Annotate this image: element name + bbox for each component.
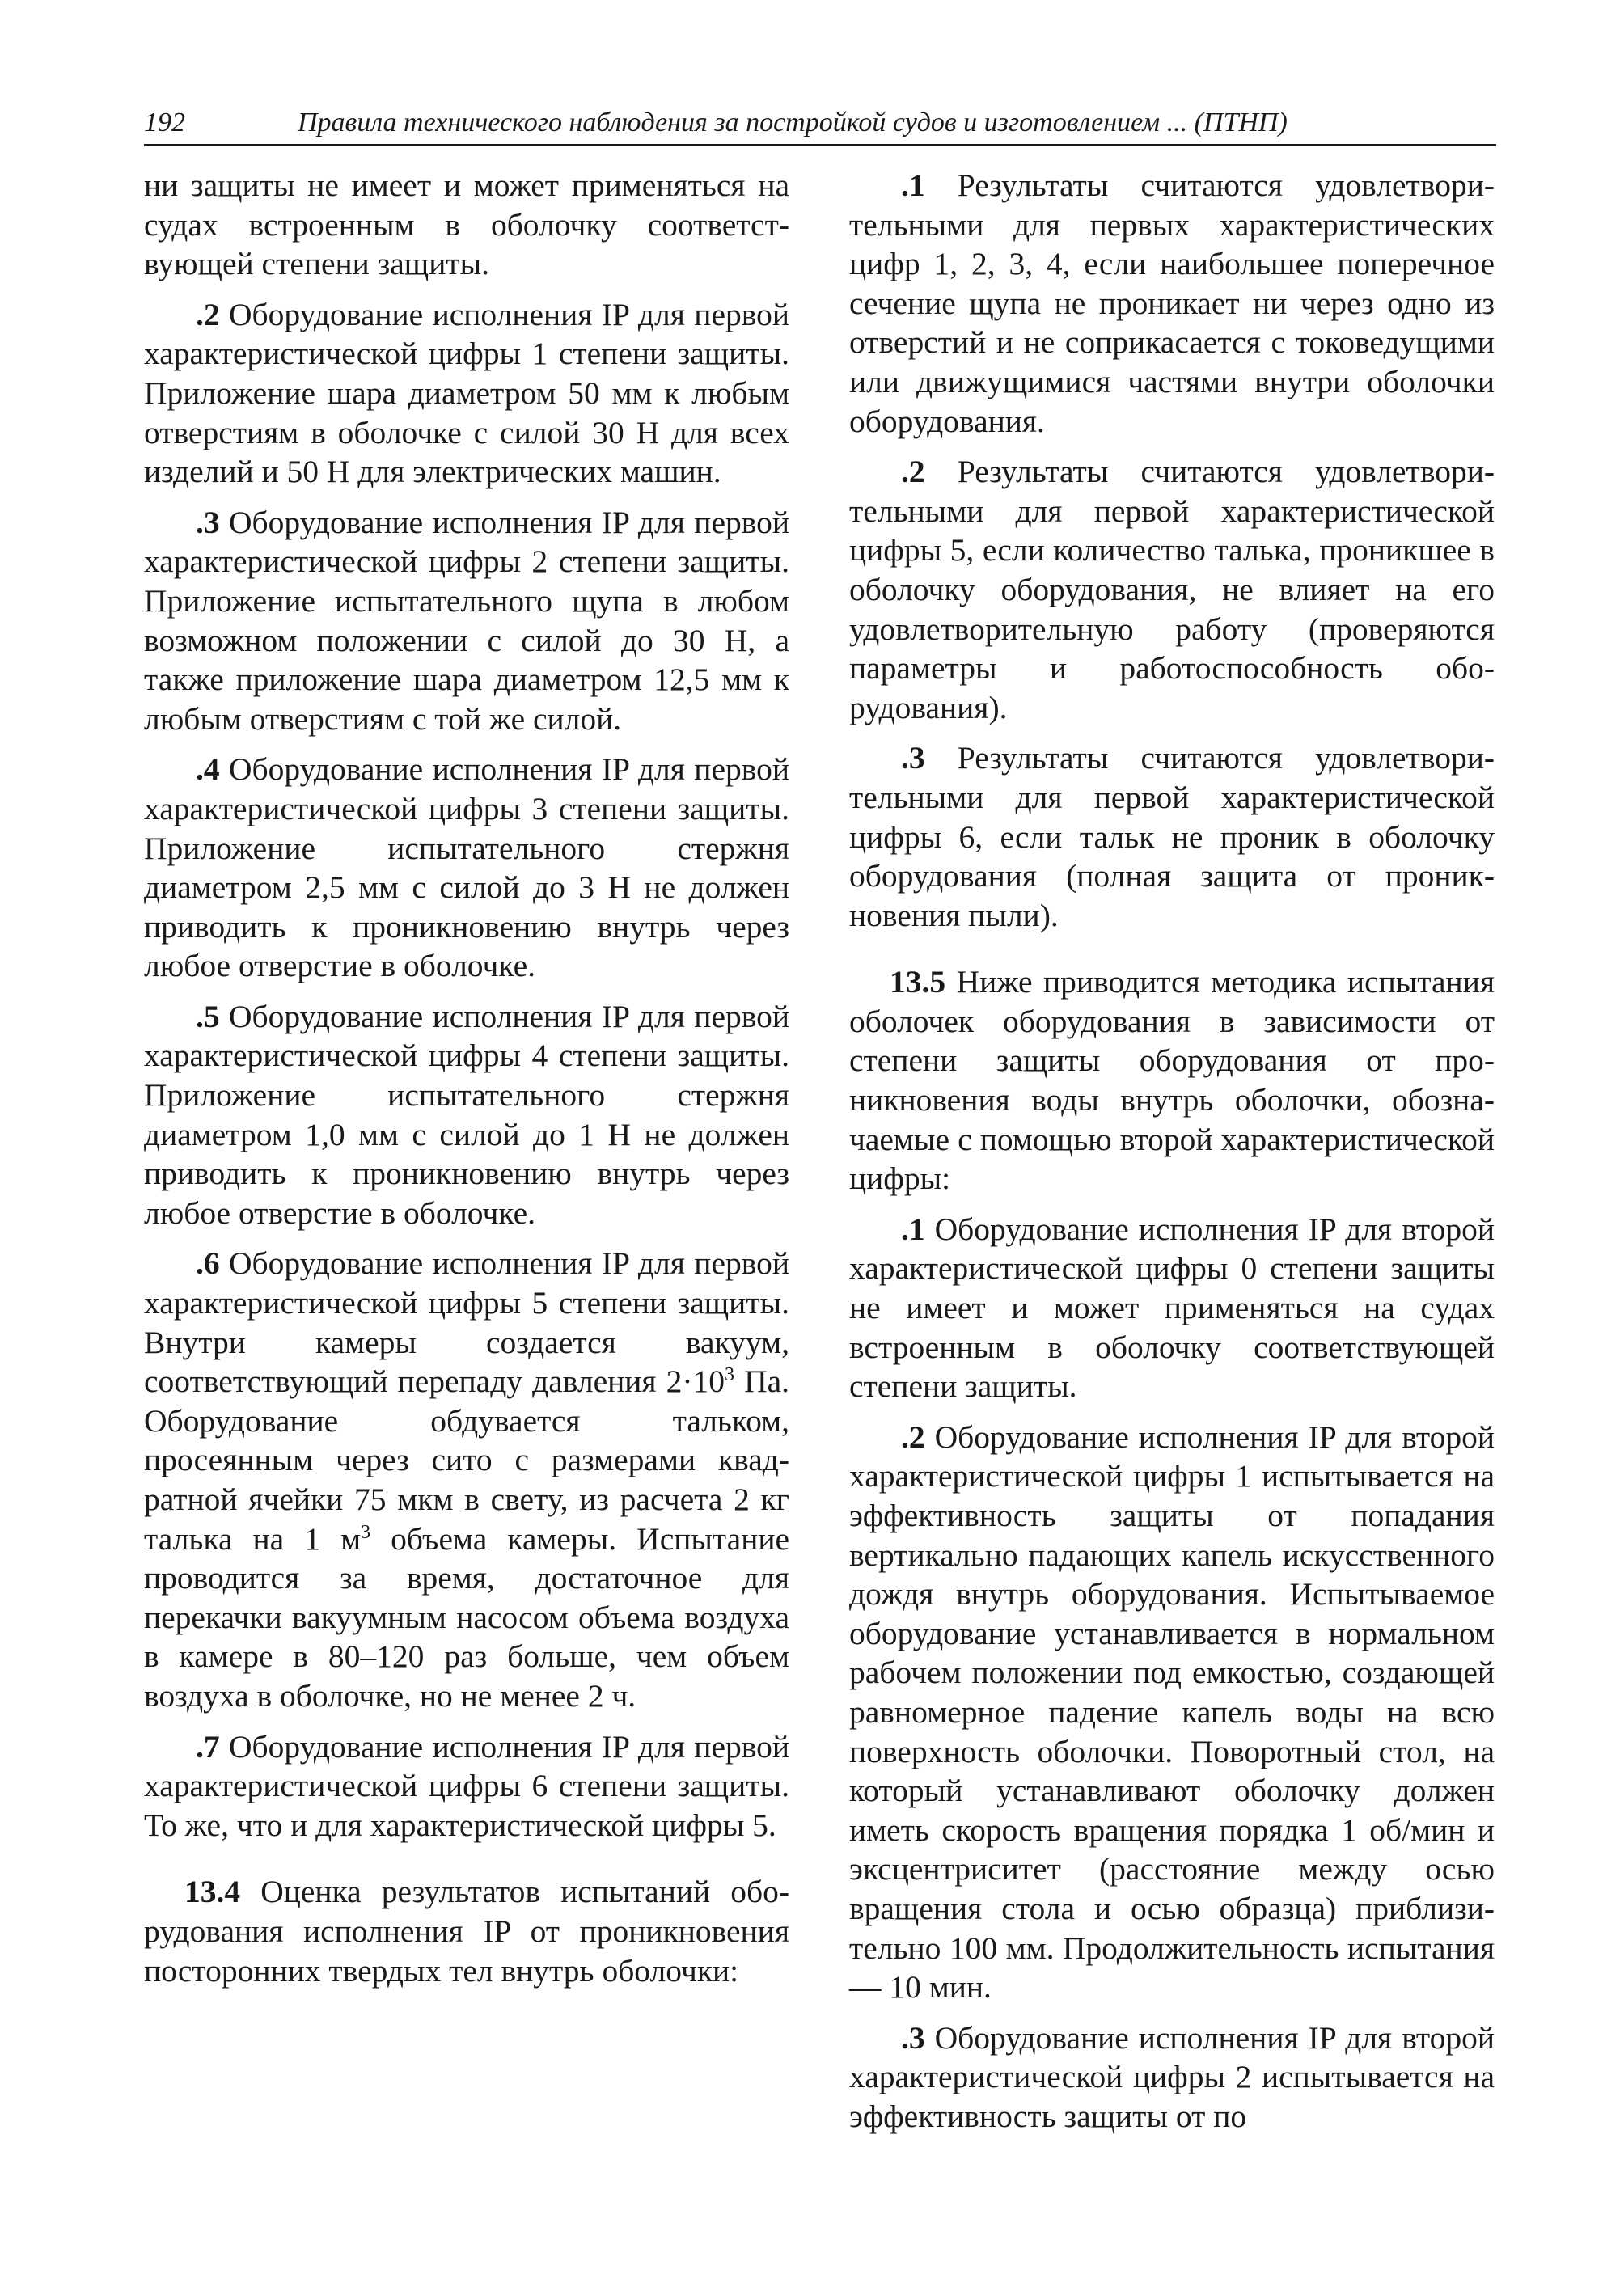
paragraph-text: Оборудование исполнения IP для первой характеристической цифры 6 степени защиты. То же, что и для характеристической цифры 5. xyxy=(144,1728,789,1843)
paragraph-text: Результаты считаются удовлетворительными для первой характеристической цифры 5, если количество талька, проникшее в оболочку оборудования, не влияет на его удовлетворительную работу (проверяются параметры и работоспособность оборудования). xyxy=(849,454,1495,725)
paragraph-text: Результаты считаются удовлетворительными для первой характеристической цифры 6, если тальк не проник в оболочку оборудования (полная защита от проникновения пыли). xyxy=(849,740,1495,933)
paragraph-item-4 xyxy=(144,750,789,986)
page-number: 192 xyxy=(144,108,185,137)
item-number: .1 xyxy=(901,167,925,203)
paragraph-item-5 xyxy=(144,997,789,1233)
left-column xyxy=(144,166,789,1990)
section-number: 13.4 xyxy=(184,1874,241,1910)
section-13-5 xyxy=(849,962,1495,1198)
item-number: .2 xyxy=(196,296,220,332)
superscript: 3 xyxy=(725,1364,735,1386)
paragraph-item-1 xyxy=(849,1210,1495,1406)
paragraph-text: Оборудование исполнения IP для второй характеристической цифры 1 испытывается на эффективность защиты от попадания вертикально падающих капель искусственного дождя внутрь оборудования. Испытываемое оборудование устанавливается в нормальном рабочем положении под емкостью, создающей равномерное падение капель воды на всю поверхность оболочки. Поворотный стол, на который устанавливают оболочку должен иметь скорость вращения порядка 1 об/мин и эксцентриситет (расстояние между осью вращения стола и осью образца) приблизительно 100 мм. Продолжительность испытания — 10 мин. xyxy=(849,1418,1495,2006)
paragraph-text: Оборудование исполнения IP для второй характеристической цифры 2 испытывается на эффективность защиты от по xyxy=(849,2019,1495,2134)
item-number: .7 xyxy=(196,1728,220,1765)
paragraph-text: Ниже приводится методика испытания оболочек оборудования в зависимости от степени защиты оборудования от проникновения воды внутрь оболочки, обозначаемые с помощью второй характеристической цифры: xyxy=(849,964,1495,1197)
running-title: Правила технического наблюдения за постройкой судов и изготовлением ... (ПТНП) xyxy=(298,108,1288,137)
paragraph-item-3 xyxy=(144,503,789,739)
paragraph-item-6 xyxy=(144,1244,789,1715)
paragraph-text: Оборудование исполнения IP для первой характеристической цифры 4 степени защиты. Приложение испытательного стержня диаметром 1,0 мм с силой до 1 Н не должен приводить к проникновению внутрь через любое отверстие в оболочке. xyxy=(144,998,789,1231)
paragraph-text: Оборудование исполнения IP для первой характеристической цифры 1 степени защиты. Приложение шара диаметром 50 мм к любым отверстиям в оболочке с силой 30 Н для всех изделий и 50 Н для электрических машин. xyxy=(144,296,789,490)
paragraph-text: Па. Оборудование обдувается тальком, просеянным через сито с размерами квадратной ячейки 75 мкм в свету, из расчета 2 кг талька на 1 м xyxy=(144,1363,790,1557)
paragraph-item-3 xyxy=(849,2018,1495,2137)
paragraph-item-1 xyxy=(849,166,1495,441)
paragraph-text: Оборудование исполнения IP для второй характеристической цифры 0 степени защиты не имеет и может применяться на судах встроенным в оболочку соответствующей степени защиты. xyxy=(849,1211,1495,1405)
section-number: 13.5 xyxy=(890,964,946,1000)
paragraph-item-2 xyxy=(849,1418,1495,2007)
paragraph-text: Оборудование исполнения IP для первой характеристической цифры 3 степени защиты. Приложение испытательного стержня диаметром 2,5 мм с силой до 3 Н не должен приводить к проникновению внутрь через любое отверстие в оболочке. xyxy=(144,751,789,984)
item-number: .2 xyxy=(901,454,925,490)
paragraph-text: Результаты считаются удовлетворительными для первых характеристических цифр 1, 2, 3, 4, если наибольшее поперечное сечение щупа не проникает ни через одно из отверстий и не соприкасается с токоведущими или движущимися частями внутри оболочки оборудования. xyxy=(849,167,1495,439)
paragraph-item-2 xyxy=(144,295,789,492)
paragraph-text: ни защиты не имеет и может применяться на судах встроенным в оболочку соответствующей степени защиты. xyxy=(144,167,789,282)
item-number: .6 xyxy=(196,1245,220,1282)
item-number: .4 xyxy=(196,751,220,788)
paragraph-item-3 xyxy=(849,738,1495,935)
item-number: .3 xyxy=(901,2019,925,2056)
right-column xyxy=(849,166,1495,2137)
item-number: .3 xyxy=(901,740,925,776)
paragraph-text: объема камеры. Испытание проводится за время, достаточное для перекачки вакуумным насосом объема воздуха в камере в 80–120 раз больше, чем объем воздуха в оболочке, но не менее 2 ч. xyxy=(144,1520,790,1714)
item-number: .5 xyxy=(196,998,220,1034)
item-number: .1 xyxy=(901,1211,925,1247)
paragraph-text: Оценка результатов испытаний оборудования исполнения IP от проникновения посторонних твердых тел внутрь оболочки: xyxy=(144,1874,789,1989)
paragraph-text: Оборудование исполнения IP для первой характеристической цифры 2 степени защиты. Приложение испытательного щупа в любом возможном положении с силой до 30 Н, а также приложение шара диаметром 12,5 мм к любым отверстиям с той же силой. xyxy=(144,504,789,737)
section-13-4 xyxy=(144,1872,789,1990)
item-number: .3 xyxy=(196,504,220,540)
paragraph-text: Оборудование исполнения IP для первой характеристической цифры 5 степени защиты. Внутри камеры создается вакуум, соответствующий перепаду давления 2·10 xyxy=(144,1245,789,1400)
running-header xyxy=(144,107,1496,146)
superscript: 3 xyxy=(361,1521,371,1543)
paragraph xyxy=(144,166,789,284)
item-number: .2 xyxy=(901,1418,925,1455)
paragraph-item-7 xyxy=(144,1727,789,1845)
paragraph-item-2 xyxy=(849,452,1495,727)
